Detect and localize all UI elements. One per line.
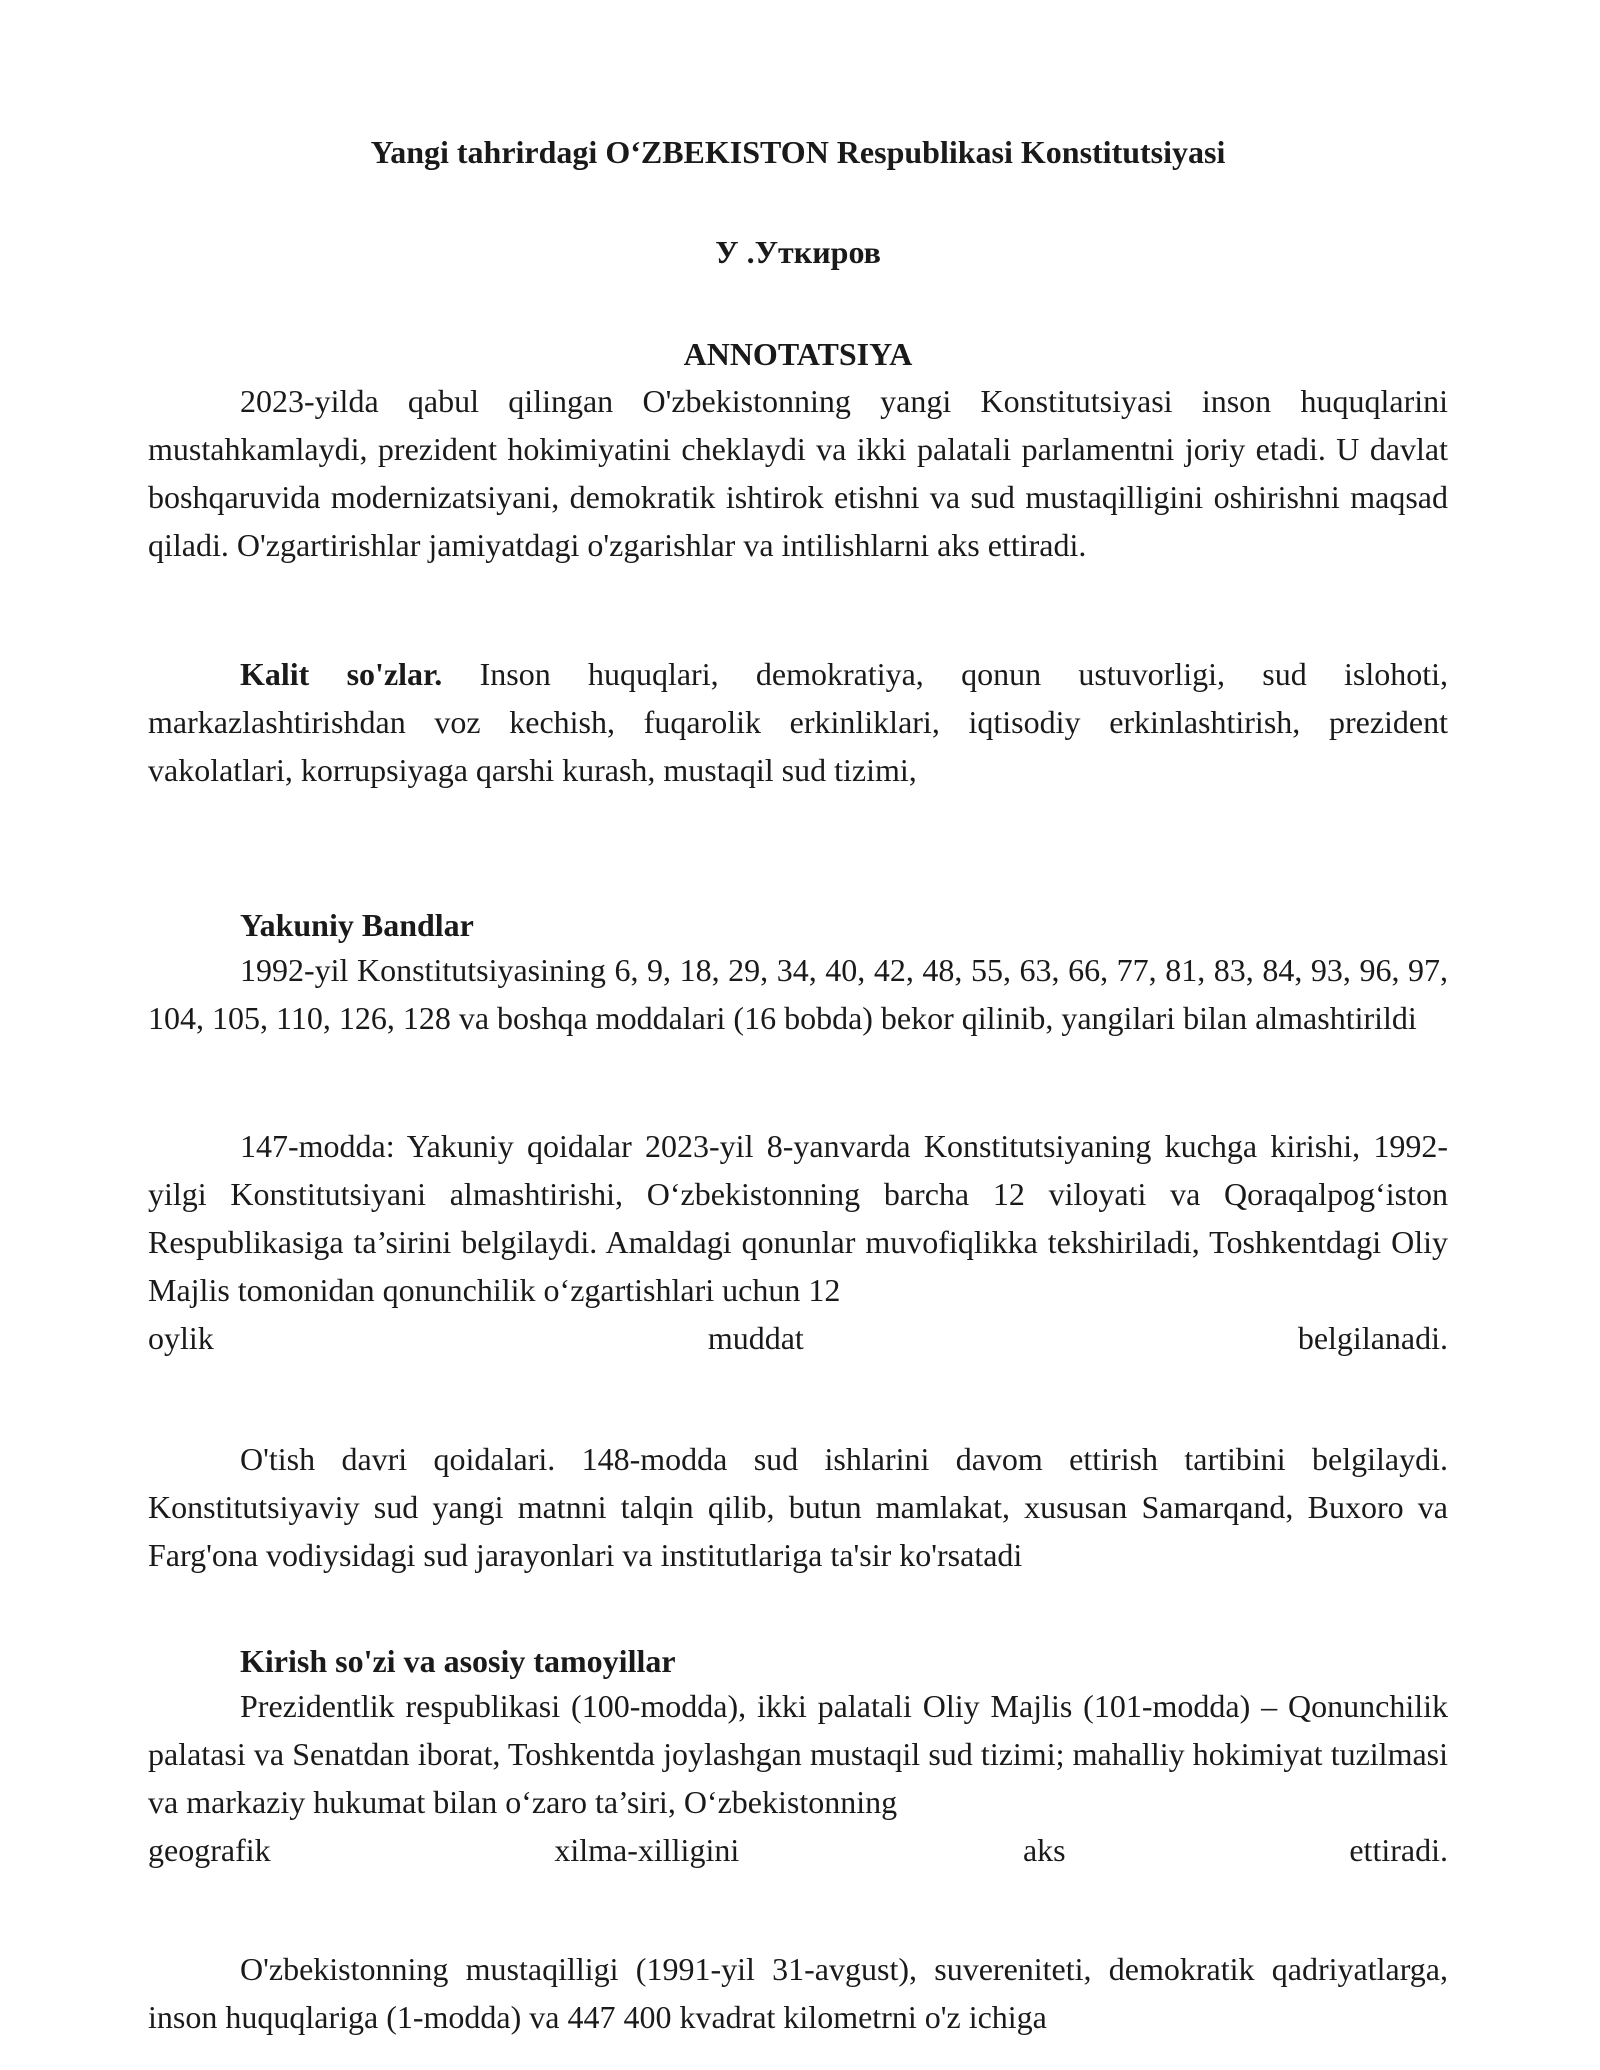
keywords-paragraph xyxy=(148,650,1448,794)
word: geografik xyxy=(148,1832,271,1868)
introduction-paragraph-1: Prezidentlik respublikasi (100-modda), ikki palatali Oliy Majlis (101-modda) – Qonunchilik palatasi va Senatdan iborat, Toshkentda joylashgan mustaqil sud tizimi; mahalliy hokimiyat tuzilmasi va markaziy hukumat bilan o‘zaro ta’siri, O‘zbekistonning xyxy=(148,1688,1448,1820)
section-heading-introduction: Kirish so'zi va asosiy tamoyillar xyxy=(240,1643,676,1679)
introduction-paragraph-1-last-line xyxy=(148,1826,1448,1874)
author-name: У .Уткиров xyxy=(715,234,881,270)
transition-paragraph: O'tish davri qoidalari. 148-modda sud ishlarini davom ettirish tartibini belgilaydi. Konstitutsiyaviy sud yangi matnni talqin qilib, butun mamlakat, xususan Samarqand, Buxoro va Farg'ona vodiysidagi sud jarayonlari va institutlariga ta'sir ko'rsatadi xyxy=(148,1441,1448,1573)
final-provisions-paragraph-1: 1992-yil Konstitutsiyasining 6, 9, 18, 29, 34, 40, 42, 48, 55, 63, 66, 77, 81, 83, 84, 93, 96, 97, 104, 105, 110, 126, 128 va boshqa moddalari (16 bobda) bekor qilinib, yangilari bilan almashtirildi xyxy=(148,952,1448,1036)
word: xilma-xilligini xyxy=(554,1832,740,1868)
word: ettiradi. xyxy=(1349,1832,1448,1868)
word: oylik xyxy=(148,1320,214,1356)
word: aks xyxy=(1022,1832,1066,1868)
word: muddat xyxy=(707,1320,804,1356)
keywords-text: Inson huquqlari, demokratiya, qonun ustuvorligi, sud islohoti, markazlashtirishdan voz kechish, fuqarolik erkinliklari, iqtisodiy erkinlashtirish, prezident vakolatlari, korrupsiyaga qarshi kurash, mustaqil sud tizimi, xyxy=(148,656,1449,788)
annotation-heading: ANNOTATSIYA xyxy=(683,336,913,372)
document-title: Yangi tahrirdagi O‘ZBEKISTON Respublikasi Konstitutsiyasi xyxy=(370,134,1226,170)
annotation-paragraph: 2023-yilda qabul qilingan O'zbekistonning yangi Konstitutsiyasi inson huquqlarini mustahkamlaydi, prezident hokimiyatini cheklaydi va ikki palatali parlamentni joriy etadi. U davlat boshqaruvida modernizatsiyani, demokratik ishtirok etishni va sud mustaqilligini oshirishni maqsad qiladi. O'zgartirishlar jamiyatdagi o'zgarishlar va intilishlarni aks ettiradi. xyxy=(148,383,1448,563)
introduction-paragraph-2: O'zbekistonning mustaqilligi (1991-yil 31-avgust), suvereniteti, demokratik qadriyatlarga, inson huquqlariga (1-modda) va 447 400 kvadrat kilometrni o'z ichiga xyxy=(148,1951,1448,2035)
word: belgilanadi. xyxy=(1297,1320,1448,1356)
final-provisions-paragraph-2-last-line xyxy=(148,1314,1448,1362)
keywords-label: Kalit so'zlar. xyxy=(240,656,443,692)
final-provisions-paragraph-2: 147-modda: Yakuniy qoidalar 2023-yil 8-yanvarda Konstitutsiyaning kuchga kirishi, 1992-yilgi Konstitutsiyani almashtirishi, O‘zbekistonning barcha 12 viloyati va Qoraqalpog‘iston Respublikasiga ta’sirini belgilaydi. Amaldagi qonunlar muvofiqlikka tekshiriladi, Toshkentdagi Oliy Majlis tomonidan qonunchilik o‘zgartishlari uchun 12 xyxy=(148,1128,1448,1308)
section-heading-final-provisions: Yakuniy Bandlar xyxy=(240,907,474,943)
